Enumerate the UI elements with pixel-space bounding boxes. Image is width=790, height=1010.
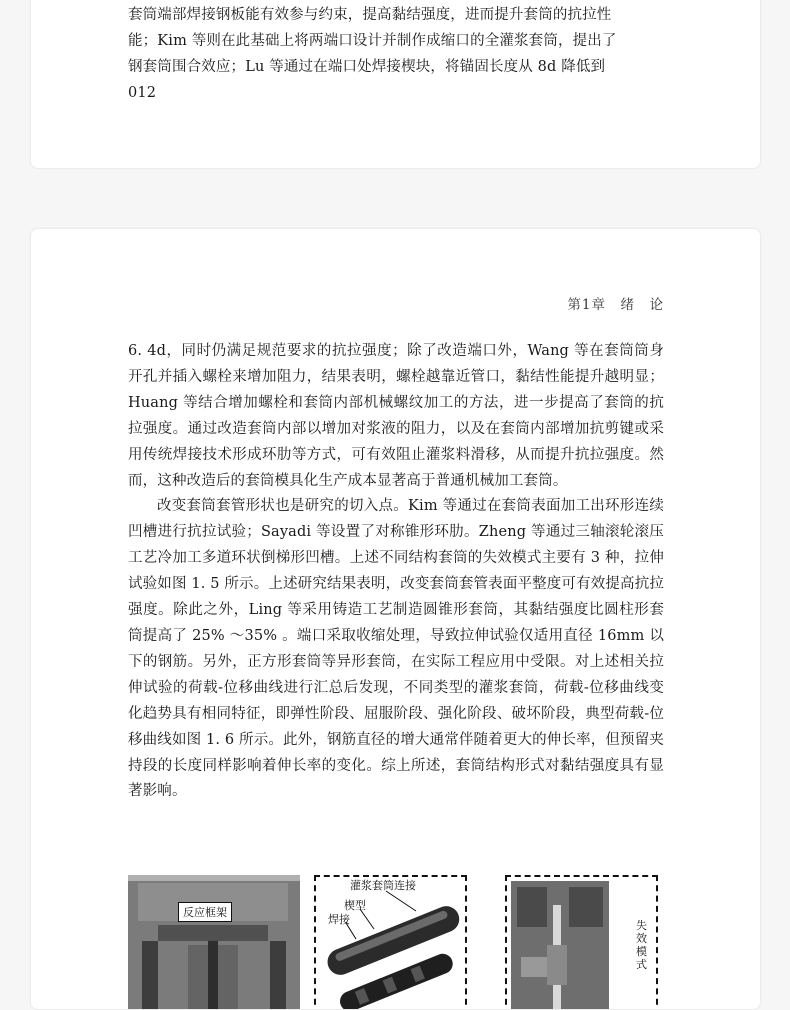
body-text: [128, 339, 664, 805]
failure-mode-label: 失效模式: [636, 919, 647, 971]
page-card-top: [30, 0, 761, 169]
text-line: 能；Kim 等则在此基础上将两端口设计并制作成缩口的全灌浆套筒，提出了: [128, 32, 617, 49]
sleeve-illustration: [316, 877, 467, 1010]
text-line: 012: [128, 84, 157, 101]
failure-mode-panel: [505, 875, 658, 1010]
weld-label: 焊接: [328, 913, 350, 926]
reaction-frame-label: 反应框架: [178, 902, 232, 922]
paragraph: 6. 4d，同时仍满足规范要求的抗拉强度；除了改造端口外，Wang 等在套筒筒身开孔并插入螺栓来增加阻力，结果表明，螺栓越靠近管口，黏结性能提升越明显；Huang 等结合增加螺栓和套筒内部机械螺纹加工的方法，进一步提高了套筒的抗拉强度。通过改造套筒内部以增加对浆液的阻力，以及在套筒内部增加抗剪键或采用传统焊接技术形成环肋等方式，可有效阻止灌浆料滑移，从而提升抗拉强度。然而，这种改造后的套筒模具化生产成本显著高于普通机械加工套筒。: [128, 343, 664, 489]
sleeve-title-label: 灌浆套筒连接: [350, 879, 416, 892]
sleeve-connection-panel: [314, 875, 467, 1010]
reaction-frame-illustration: [128, 875, 300, 1010]
text-line: 套筒端部焊接钢板能有效参与约束，提高黏结强度，进而提升套筒的抗拉性: [128, 7, 612, 23]
wedge-label: 楔型: [344, 899, 366, 912]
page-card-bottom: [30, 228, 761, 1010]
paragraph: 改变套筒套管形状也是研究的切入点。Kim 等通过在套筒表面加工出环形连续凹槽进行抗拉试验；Sayadi 等设置了对称锥形环肋。Zheng 等通过三轴滚轮滚压工艺冷加工多道环状倒梯形凹槽。上述不同结构套筒的失效模式主要有 3 种，拉伸试验如图 1. 5 所示。上述研究结果表明，改变套筒套管表面平整度可有效提高抗拉强度。除此之外，Ling 等采用铸造工艺制造圆锥形套筒，其黏结强度比圆柱形套筒提高了 25% ～35% 。端口采取收缩处理，导致拉伸试验仅适用直径 16mm 以下的钢筋。另外，正方形套筒等异形套筒，在实际工程应用中受限。对上述相关拉伸试验的荷载-位移曲线进行汇总后发现，不同类型的灌浆套筒，荷载-位移曲线变化趋势具有相同特征，即弹性阶段、屈服阶段、强化阶段、破坏阶段，典型荷载-位移曲线如图 1. 6 所示。此外，钢筋直径的增大通常伴随着更大的伸长率，但预留夹持段的长度同样影响着伸长率的变化。综上所述，套筒结构形式对黏结强度具有显著影响。: [128, 498, 664, 800]
text-line: 钢套筒围合效应；Lu 等通过在端口处焊接楔块，将锚固长度从 8d 降低到: [128, 58, 606, 75]
reaction-frame-photo: [128, 875, 300, 1010]
top-page-text: [128, 3, 664, 107]
running-header: 第1章 绪 论: [567, 297, 664, 313]
